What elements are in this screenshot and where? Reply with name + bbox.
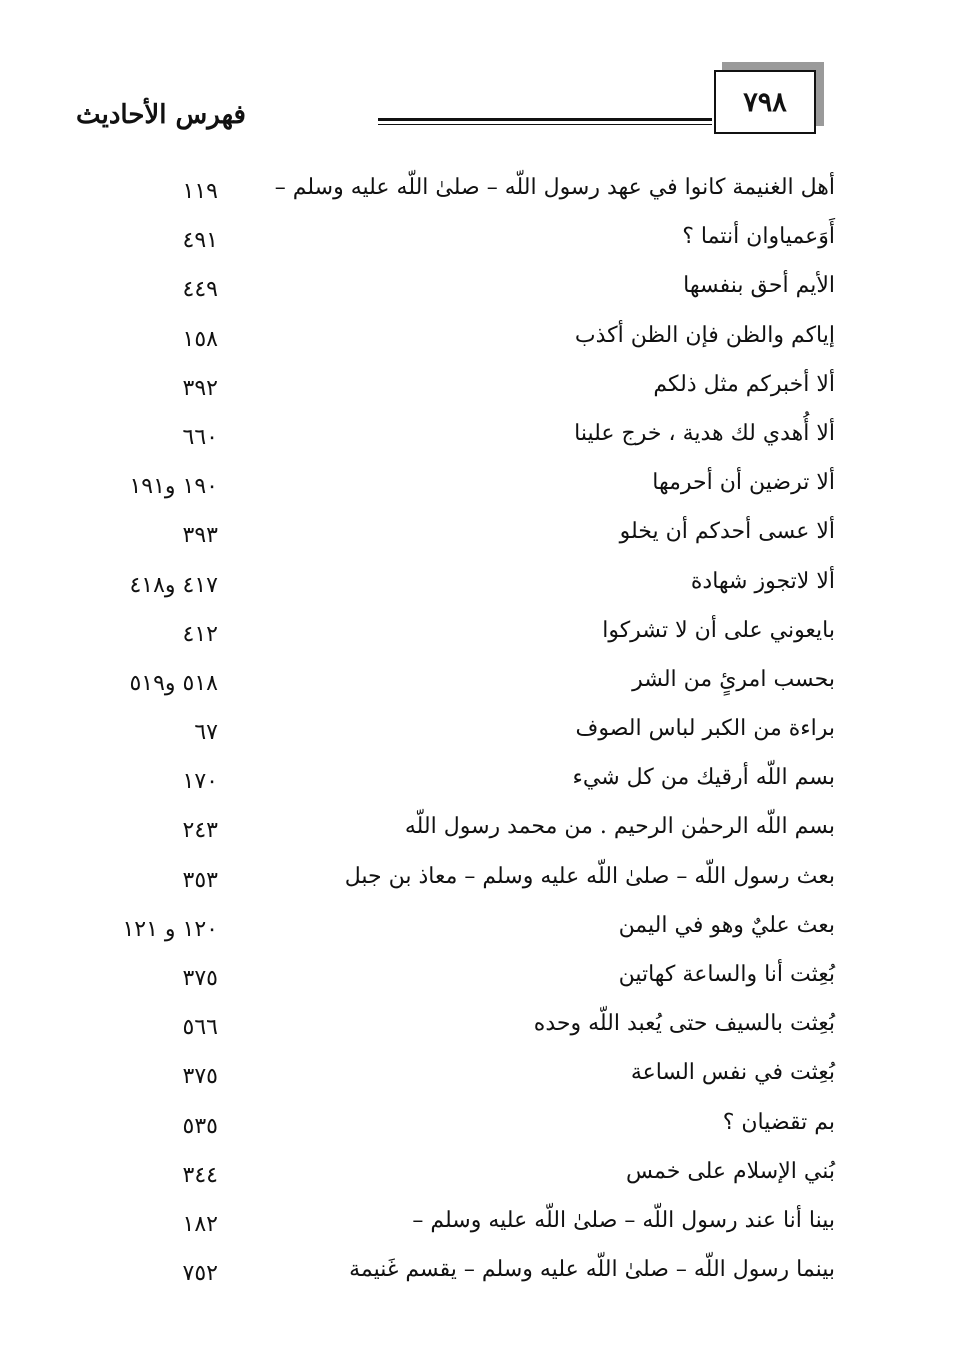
index-entry	[0, 618, 953, 667]
section-title: فهرس الأحاديث	[76, 100, 246, 130]
entry-text: ألا أخبركم مثل ذلكم	[653, 371, 835, 397]
entry-page-ref: ٥٦٦	[182, 1015, 218, 1041]
entry-page-ref: ٦٧	[194, 720, 218, 746]
entry-page-ref: ٣٩٣	[182, 523, 218, 549]
index-entry	[0, 569, 953, 618]
index-entry	[0, 372, 953, 421]
entry-page-ref: ٧٥٢	[182, 1261, 218, 1287]
entry-text: بم تقضيان ؟	[722, 1109, 835, 1135]
index-entry	[0, 421, 953, 470]
entry-page-ref: ٣٥٣	[182, 867, 218, 893]
index-entry	[0, 224, 953, 273]
index-entry	[0, 667, 953, 716]
entry-page-ref: ٣٤٤	[182, 1162, 218, 1188]
entry-text: بينا أنا عند رسول اللّه – صلىٰ اللّه عليه وسلم –	[412, 1207, 835, 1233]
index-entry	[0, 765, 953, 814]
entry-text: بُعِثت أنا والساعة كهاتين	[618, 962, 835, 987]
index-entry	[0, 175, 953, 224]
index-entry	[0, 323, 953, 372]
index-entry	[0, 716, 953, 765]
index-entry	[0, 1060, 953, 1109]
entry-text: أهل الغنيمة كانوا في عهد رسول اللّه – صلىٰ اللّه عليه وسلم –	[274, 175, 835, 200]
entry-text: أَوَعمياوان أنتما ؟	[682, 224, 835, 250]
entry-page-ref: ٤١٢	[182, 621, 218, 647]
entry-page-ref: ٣٩٢	[182, 375, 218, 401]
entry-page-ref: ٤١٧ و٤١٨	[129, 572, 218, 598]
entry-text: ألا ترضين أن أحرمها	[652, 470, 835, 496]
entry-text: بسم اللّه أرقيك من كل شيء	[572, 765, 835, 791]
entry-page-ref: ٥١٨ و٥١٩	[129, 670, 218, 696]
entry-page-ref: ٢٤٣	[182, 818, 218, 844]
entry-page-ref: ٣٧٥	[182, 1064, 218, 1090]
index-entry	[0, 864, 953, 913]
index-entry	[0, 962, 953, 1011]
entry-page-ref: ٦٦٠	[182, 424, 218, 450]
index-entry	[0, 1257, 953, 1306]
entry-text: بحسب امرئٍ من الشر	[632, 666, 835, 692]
index-entry	[0, 1159, 953, 1208]
entry-text: بُني الإسلام على خمس	[625, 1158, 835, 1184]
index-entry	[0, 519, 953, 568]
entry-text: بُعِثت في نفس الساعة	[630, 1060, 835, 1086]
entry-page-ref: ٤٤٩	[182, 277, 218, 303]
entry-page-ref: ١١٩	[182, 179, 218, 204]
index-entry	[0, 1208, 953, 1257]
index-entry	[0, 273, 953, 322]
entry-text: بينما رسول اللّه – صلىٰ اللّه عليه وسلم – يقسم غَنيمة	[349, 1257, 835, 1283]
entry-text: بُعِثت بالسيف حتى يُعبد اللّه وحده	[533, 1011, 835, 1037]
entry-text: ألا أُهدي لك هدية ، خرج علينا	[574, 420, 835, 446]
index-entry	[0, 814, 953, 863]
entry-page-ref: ١٨٢	[182, 1211, 218, 1237]
entry-page-ref: ٥٣٥	[182, 1113, 218, 1139]
entry-text: براءة من الكبر لباس الصوف	[575, 716, 835, 742]
entry-page-ref: ١٧٠	[182, 769, 218, 795]
entry-text: إياكم والظن فإن الظن أكذب	[574, 322, 835, 348]
header-rule-thin	[378, 124, 712, 125]
index-entry	[0, 1110, 953, 1159]
index-entry	[0, 913, 953, 962]
header-rule	[378, 118, 712, 121]
entry-page-ref: ٤٩١	[182, 228, 218, 254]
entry-text: الأيم أحق بنفسها	[683, 273, 835, 299]
index-entry	[0, 1011, 953, 1060]
entry-text: بعث رسول اللّه – صلىٰ اللّه عليه وسلم – معاذ بن جبل	[344, 863, 835, 889]
index-entry	[0, 470, 953, 519]
hadith-index-list	[0, 175, 953, 1306]
entry-text: بسم اللّه الرحمٰن الرحيم . من محمد رسول اللّه	[404, 814, 835, 840]
entry-page-ref: ١٩٠ و١٩١	[129, 474, 218, 500]
entry-text: بعث عليٌ وهو في اليمن	[618, 912, 835, 938]
entry-page-ref: ١٥٨	[182, 326, 218, 352]
entry-text: ألا لاتجوز شهادة	[690, 568, 835, 594]
entry-page-ref: ١٢٠ و ١٢١	[122, 916, 218, 942]
entry-text: ألا عسى أحدكم أن يخلو	[619, 519, 835, 545]
page-number: ٧٩٨	[714, 70, 816, 134]
entry-text: بايعوني على أن لا تشركوا	[602, 617, 835, 643]
entry-page-ref: ٣٧٥	[182, 966, 218, 991]
